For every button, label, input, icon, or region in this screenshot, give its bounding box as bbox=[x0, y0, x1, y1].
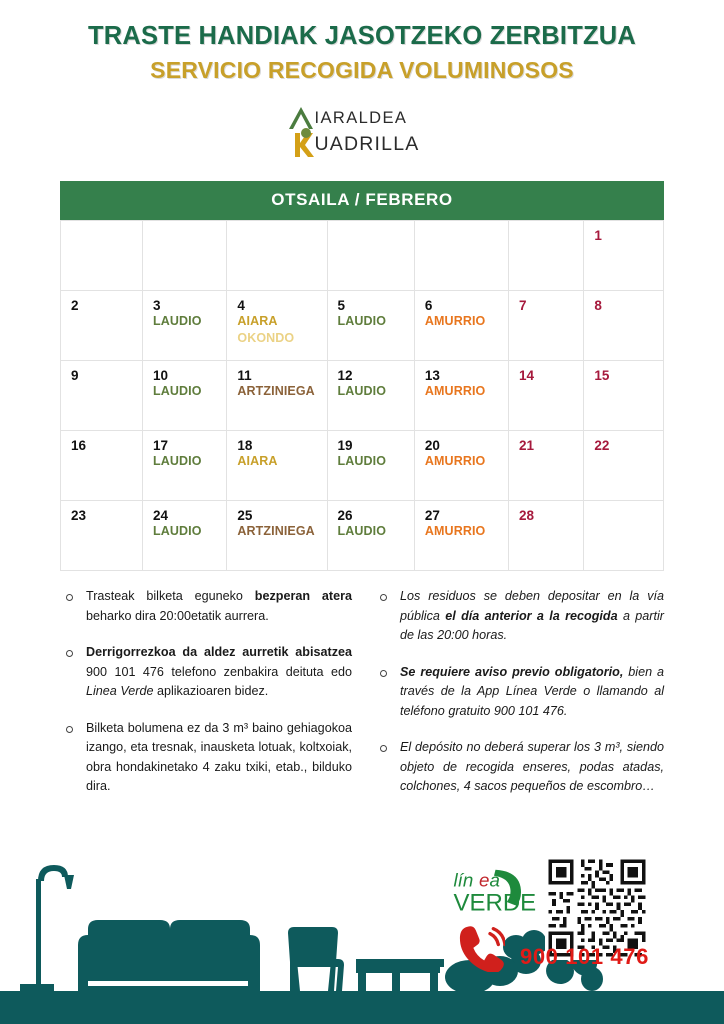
calendar-week-row bbox=[61, 291, 664, 361]
calendar-town-label: LAUDIO bbox=[337, 454, 387, 469]
note-item-basque bbox=[60, 587, 352, 626]
svg-text:a: a bbox=[489, 869, 500, 891]
calendar-day-number: 14 bbox=[518, 368, 535, 384]
page-title-basque: TRASTE HANDIAK JASOTZEKO ZERBITZUA bbox=[88, 22, 636, 50]
calendar-week-row bbox=[61, 221, 664, 291]
calendar-day-number: 4 bbox=[237, 298, 245, 314]
calendar-week-row bbox=[61, 431, 664, 501]
linea-verde-logo bbox=[452, 863, 542, 923]
calendar-day-cell bbox=[61, 361, 143, 431]
calendar-cell-empty bbox=[508, 221, 583, 291]
calendar-day-cell bbox=[584, 431, 664, 501]
calendar-month-header: OTSAILA / FEBRERO bbox=[60, 181, 664, 220]
note-text-fragment: Se requiere aviso previo obligatorio, bbox=[400, 664, 624, 679]
calendar-day-cell bbox=[143, 431, 227, 501]
calendar-day-cell bbox=[227, 361, 327, 431]
calendar-day-number: 28 bbox=[518, 508, 535, 524]
calendar-day-number: 17 bbox=[153, 438, 169, 454]
note-item-spanish bbox=[374, 738, 664, 797]
note-text-fragment: Los residuos se deben depositar en la vía pública bbox=[400, 589, 664, 623]
notes-column-spanish bbox=[374, 587, 664, 814]
calendar-day-number: 22 bbox=[594, 438, 610, 454]
calendar-town-label: ARTZINIEGA bbox=[237, 384, 315, 399]
calendar-town-label: OKONDO bbox=[237, 331, 295, 346]
phone-icon bbox=[455, 922, 505, 972]
notes-column-basque bbox=[60, 587, 352, 814]
note-text-fragment: aplikazioaren bidez. bbox=[153, 684, 269, 699]
calendar-cell-empty bbox=[227, 221, 327, 291]
calendar-town-label: AIARA bbox=[237, 314, 278, 329]
calendar-town-label: LAUDIO bbox=[153, 454, 202, 469]
calendar-day-cell bbox=[143, 291, 227, 361]
calendar-day-cell bbox=[61, 501, 143, 571]
logo-text-line2: UADRILLA bbox=[314, 133, 420, 156]
calendar-day-cell bbox=[584, 291, 664, 361]
calendar-day-number: 24 bbox=[153, 508, 169, 524]
note-item-basque bbox=[60, 719, 352, 797]
note-text-fragment: Derrigorrezkoa da aldez aurretik abisatzea bbox=[86, 645, 352, 660]
footer bbox=[0, 849, 724, 1024]
note-text-fragment: bezperan atera bbox=[254, 589, 352, 604]
calendar-day-number: 7 bbox=[518, 298, 527, 314]
calendar-town-label: LAUDIO bbox=[153, 524, 202, 539]
svg-text:e: e bbox=[479, 869, 490, 891]
calendar-day-cell bbox=[327, 291, 414, 361]
calendar-day-number: 21 bbox=[518, 438, 535, 454]
note-text-fragment: Trasteak bilketa eguneko bbox=[86, 589, 255, 604]
calendar-town-label: LAUDIO bbox=[153, 314, 202, 329]
calendar-day-number: 15 bbox=[594, 368, 610, 384]
svg-text:lín: lín bbox=[453, 869, 474, 891]
calendar-day-cell bbox=[143, 501, 227, 571]
calendar-day-number: 13 bbox=[424, 368, 440, 384]
calendar-town-label: AMURRIO bbox=[424, 454, 486, 469]
calendar-day-number: 20 bbox=[424, 438, 440, 454]
calendar-day-number: 27 bbox=[424, 508, 440, 524]
calendar-town-label: AMURRIO bbox=[424, 384, 486, 399]
calendar-cell-empty bbox=[414, 221, 508, 291]
calendar-day-cell bbox=[508, 291, 583, 361]
calendar-day-cell bbox=[584, 361, 664, 431]
calendar-day-number: 23 bbox=[71, 508, 87, 524]
calendar-town-label: AIARA bbox=[237, 454, 278, 469]
notes-list-spanish bbox=[374, 587, 664, 797]
notes-list-basque bbox=[60, 587, 352, 797]
calendar-day-cell bbox=[327, 431, 414, 501]
calendar-day-cell bbox=[143, 361, 227, 431]
page-title-spanish: SERVICIO RECOGIDA VOLUMINOSOS bbox=[150, 56, 574, 83]
calendar-day-number: 25 bbox=[237, 508, 253, 524]
calendar-day-cell bbox=[584, 221, 664, 291]
calendar-day-cell bbox=[414, 431, 508, 501]
calendar-day-cell bbox=[61, 431, 143, 501]
note-text-fragment: bien a través de la App Línea Verde o llamando al teléfono gratuito 900 101 476. bbox=[400, 664, 664, 718]
note-text-fragment: a partir de las 20:00 horas. bbox=[400, 608, 664, 643]
calendar-day-number: 19 bbox=[337, 438, 353, 454]
note-item-spanish bbox=[374, 663, 664, 722]
calendar-day-cell bbox=[61, 291, 143, 361]
note-text-fragment: Bilketa bolumena ez da 3 m³ baino gehiagokoa izango, eta tresnak, inausketa lotuak, koltxoiak, obra hondakinetako 4 zaku txiki, etab., bilduko dira. bbox=[86, 720, 352, 794]
calendar-day-cell bbox=[227, 431, 327, 501]
calendar-town-label: AMURRIO bbox=[424, 314, 486, 329]
logo-text-line1: IARALDEA bbox=[314, 109, 408, 128]
note-text-fragment: beharko dira 20:00etatik aurrera. bbox=[86, 608, 269, 623]
calendar-day-cell bbox=[327, 501, 414, 571]
calendar-grid bbox=[60, 220, 664, 571]
calendar-week-row bbox=[61, 361, 664, 431]
calendar-day-number: 10 bbox=[153, 368, 169, 384]
calendar-town-label: LAUDIO bbox=[337, 524, 387, 539]
note-text-fragment: El depósito no deberá superar los 3 m³, siendo objeto de recogida enseres, podas atadas, colchones, 4 sacos pequeños de escombro… bbox=[400, 740, 664, 794]
calendar-town-label: LAUDIO bbox=[337, 314, 387, 329]
calendar-day-number: 16 bbox=[71, 438, 87, 454]
calendar-day-number: 2 bbox=[71, 298, 79, 314]
calendar-day-number: 6 bbox=[424, 298, 433, 314]
aiaraldea-kuadrilla-logo bbox=[0, 103, 724, 159]
calendar-day-number: 1 bbox=[594, 228, 602, 244]
calendar-cell-empty bbox=[327, 221, 414, 291]
calendar-cell-empty bbox=[584, 501, 664, 571]
phone-number: 900 101 476 bbox=[520, 944, 649, 969]
calendar-day-number: 3 bbox=[153, 298, 161, 314]
calendar-day-cell bbox=[508, 431, 583, 501]
calendar-town-label: AMURRIO bbox=[424, 524, 486, 539]
calendar-day-cell bbox=[227, 291, 327, 361]
svg-text:VERDE: VERDE bbox=[453, 889, 537, 917]
calendar-cell-empty bbox=[143, 221, 227, 291]
calendar-day-number: 12 bbox=[337, 368, 353, 384]
calendar bbox=[60, 181, 664, 571]
notes-section bbox=[60, 587, 664, 814]
calendar-day-number: 18 bbox=[237, 438, 253, 454]
calendar-day-number: 8 bbox=[594, 298, 602, 314]
calendar-day-cell bbox=[508, 361, 583, 431]
note-item-spanish bbox=[374, 587, 664, 646]
calendar-day-cell bbox=[327, 361, 414, 431]
note-text-fragment: el día anterior a la recogida bbox=[445, 608, 618, 623]
calendar-day-number: 26 bbox=[337, 508, 353, 524]
calendar-town-label: LAUDIO bbox=[337, 384, 387, 399]
calendar-day-cell bbox=[508, 501, 583, 571]
poster-header bbox=[0, 0, 724, 83]
calendar-day-number: 5 bbox=[337, 298, 346, 314]
calendar-cell-empty bbox=[61, 221, 143, 291]
note-item-basque bbox=[60, 643, 352, 702]
calendar-day-cell bbox=[227, 501, 327, 571]
calendar-week-row bbox=[61, 501, 664, 571]
note-text-fragment: 900 101 476 telefono zenbakira deituta edo bbox=[86, 664, 352, 679]
calendar-day-cell bbox=[414, 361, 508, 431]
calendar-town-label: ARTZINIEGA bbox=[237, 524, 315, 539]
calendar-day-cell bbox=[414, 291, 508, 361]
calendar-day-number: 9 bbox=[71, 368, 79, 384]
calendar-day-cell bbox=[414, 501, 508, 571]
calendar-day-number: 11 bbox=[237, 368, 252, 384]
note-text-fragment: Linea Verde bbox=[86, 684, 154, 699]
calendar-town-label: LAUDIO bbox=[153, 384, 202, 399]
